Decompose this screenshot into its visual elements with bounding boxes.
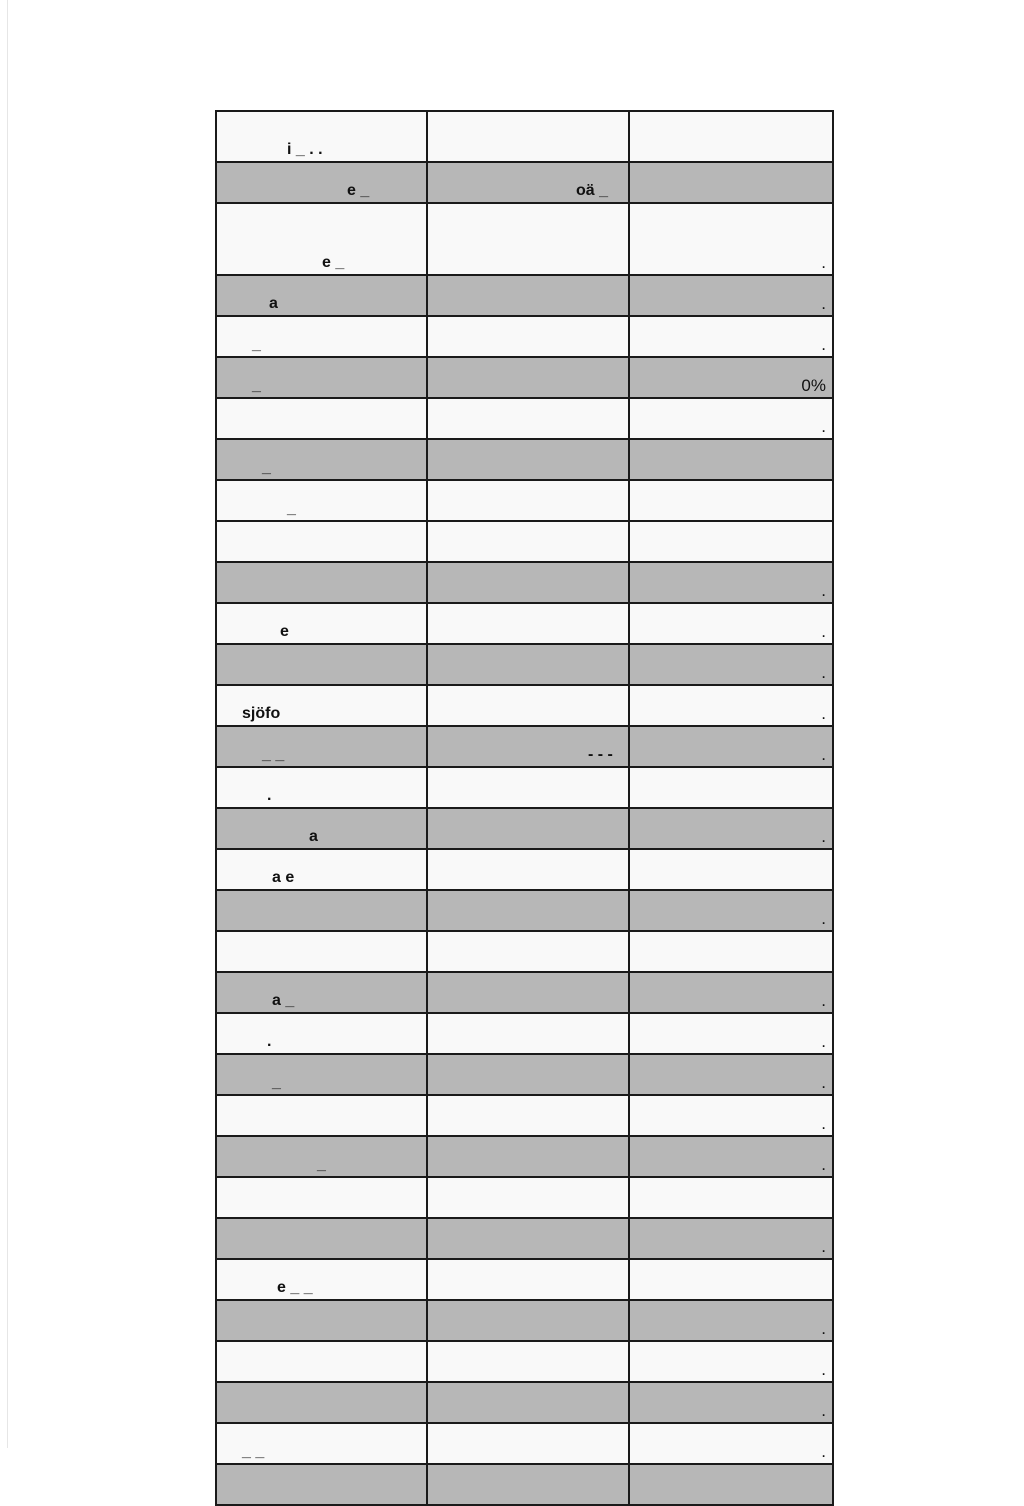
cell-text: .: [821, 1073, 826, 1092]
table-cell-col2: [427, 1218, 629, 1259]
table-cell-col2: [427, 562, 629, 603]
table-cell-col1: [216, 1054, 427, 1095]
cell-text: .: [267, 787, 272, 804]
cell-text: oä _: [576, 182, 609, 199]
cell-text: a e: [272, 869, 295, 886]
table-cell-col1: [216, 890, 427, 931]
cell-text: sjöfo: [242, 705, 281, 722]
cell-text: - - -: [588, 746, 613, 763]
table-row: [216, 890, 833, 931]
cell-text: _: [317, 1156, 326, 1173]
table-cell-col2: [427, 1095, 629, 1136]
table-row: [216, 972, 833, 1013]
table-row: [216, 439, 833, 480]
cell-text: .: [821, 991, 826, 1010]
table-row: [216, 1464, 833, 1505]
table-row: [216, 1013, 833, 1054]
cell-text: .: [821, 1401, 826, 1420]
table-cell-col3: [629, 1013, 833, 1054]
table-row: [216, 275, 833, 316]
table-cell-col3: [629, 203, 833, 275]
table-cell-col3: [629, 767, 833, 808]
cell-text: i _ . .: [287, 141, 323, 158]
cell-text: _: [252, 336, 261, 353]
table-cell-col3: [629, 808, 833, 849]
page-edge-line: [7, 0, 8, 1448]
table-cell-col1: [216, 316, 427, 357]
table-row: [216, 685, 833, 726]
table-cell-col1: [216, 521, 427, 562]
cell-text: e _ _: [277, 1279, 313, 1296]
table-cell-col1: [216, 1218, 427, 1259]
cell-text: _: [262, 459, 271, 476]
table-cell-col3: [629, 1054, 833, 1095]
table-cell-col1: [216, 111, 427, 162]
table-row: [216, 1423, 833, 1464]
table-cell-col2: [427, 644, 629, 685]
table-cell-col1: [216, 1382, 427, 1423]
table-cell-col2: [427, 1300, 629, 1341]
table-cell-col1: [216, 480, 427, 521]
table-row: [216, 1300, 833, 1341]
table-row: [216, 1382, 833, 1423]
table-row: [216, 931, 833, 972]
table-cell-col2: [427, 521, 629, 562]
table-cell-col2: [427, 1423, 629, 1464]
table-cell-col2: [427, 1177, 629, 1218]
table-cell-col1: [216, 726, 427, 767]
cell-text: e _: [347, 182, 370, 199]
cell-text: .: [821, 1360, 826, 1379]
table-row: [216, 1095, 833, 1136]
table-cell-col2: [427, 767, 629, 808]
table-cell-col1: [216, 1013, 427, 1054]
table-row: [216, 111, 833, 162]
table-cell-col3: [629, 1177, 833, 1218]
cell-text: e: [280, 623, 289, 640]
table-cell-col3: [629, 1259, 833, 1300]
table-cell-col3: [629, 1136, 833, 1177]
table-cell-col3: [629, 275, 833, 316]
table-row: [216, 316, 833, 357]
cell-text: _: [272, 1074, 281, 1091]
table-cell-col1: [216, 275, 427, 316]
table-cell-col1: [216, 644, 427, 685]
table-row: [216, 808, 833, 849]
table-cell-col3: [629, 849, 833, 890]
table-cell-col3: [629, 1464, 833, 1505]
cell-text: .: [821, 704, 826, 723]
cell-text: .: [821, 581, 826, 600]
table-cell-col3: [629, 726, 833, 767]
table-cell-col2: [427, 203, 629, 275]
table-cell-col2: [427, 111, 629, 162]
table-row: [216, 1341, 833, 1382]
table-row: [216, 357, 833, 398]
table-cell-col2: [427, 1136, 629, 1177]
data-table: [215, 110, 834, 1506]
cell-text: .: [821, 1155, 826, 1174]
table-cell-col1: [216, 398, 427, 439]
table-row: [216, 1218, 833, 1259]
table-cell-col1: [216, 767, 427, 808]
table-row: [216, 849, 833, 890]
cell-text: 0%: [801, 376, 826, 395]
table-cell-col2: [427, 603, 629, 644]
table-cell-col1: [216, 1341, 427, 1382]
table-cell-col1: [216, 972, 427, 1013]
table-cell-col2: [427, 685, 629, 726]
cell-text: .: [821, 253, 826, 272]
table-cell-col3: [629, 1341, 833, 1382]
cell-text: .: [821, 663, 826, 682]
table-cell-col3: [629, 316, 833, 357]
cell-text: .: [821, 335, 826, 354]
cell-text: a _: [272, 992, 295, 1009]
table-cell-col3: [629, 111, 833, 162]
table-cell-col3: [629, 890, 833, 931]
cell-text: _ _: [242, 1443, 265, 1460]
table-cell-col1: [216, 357, 427, 398]
table-cell-col1: [216, 1259, 427, 1300]
table-row: [216, 521, 833, 562]
cell-text: a: [309, 828, 318, 845]
table-cell-col2: [427, 972, 629, 1013]
table-row: [216, 1136, 833, 1177]
table-cell-col1: [216, 849, 427, 890]
table-row: [216, 1259, 833, 1300]
cell-text: .: [821, 827, 826, 846]
table-row: [216, 398, 833, 439]
table-cell-col3: [629, 1095, 833, 1136]
table-cell-col3: [629, 1423, 833, 1464]
table-cell-col2: [427, 1382, 629, 1423]
scanned-sheet: [215, 110, 832, 1461]
table-cell-col2: [427, 316, 629, 357]
table-cell-col2: [427, 726, 629, 767]
table-row: [216, 1054, 833, 1095]
table-cell-col2: [427, 808, 629, 849]
table-cell-col1: [216, 203, 427, 275]
cell-text: .: [821, 1442, 826, 1461]
cell-text: e _: [322, 254, 345, 271]
table-cell-col3: [629, 603, 833, 644]
table-cell-col3: [629, 685, 833, 726]
table-row: [216, 644, 833, 685]
table-cell-col3: [629, 1300, 833, 1341]
table-cell-col1: [216, 931, 427, 972]
table-cell-col1: [216, 1300, 427, 1341]
table-cell-col1: [216, 1136, 427, 1177]
cell-text: .: [821, 622, 826, 641]
table-cell-col2: [427, 275, 629, 316]
table-cell-col2: [427, 1341, 629, 1382]
cell-text: .: [821, 1237, 826, 1256]
table-row: [216, 162, 833, 203]
cell-text: _ _: [262, 746, 285, 763]
table-row: [216, 726, 833, 767]
table-row: [216, 480, 833, 521]
table-cell-col2: [427, 890, 629, 931]
table-cell-col2: [427, 1259, 629, 1300]
table-row: [216, 562, 833, 603]
table-cell-col2: [427, 1464, 629, 1505]
table-cell-col3: [629, 1382, 833, 1423]
table-cell-col1: [216, 1095, 427, 1136]
cell-text: .: [821, 417, 826, 436]
table-cell-col2: [427, 398, 629, 439]
table-cell-col1: [216, 808, 427, 849]
cell-text: .: [821, 909, 826, 928]
cell-text: _: [252, 377, 261, 394]
table-cell-col1: [216, 603, 427, 644]
cell-text: .: [267, 1033, 272, 1050]
table-cell-col1: [216, 162, 427, 203]
table-cell-col1: [216, 685, 427, 726]
cell-text: .: [821, 1032, 826, 1051]
table-cell-col2: [427, 439, 629, 480]
table-row: [216, 767, 833, 808]
table-cell-col3: [629, 480, 833, 521]
table-cell-col2: [427, 1013, 629, 1054]
table-row: [216, 203, 833, 275]
table-cell-col1: [216, 562, 427, 603]
table-cell-col3: [629, 398, 833, 439]
table-cell-col3: [629, 521, 833, 562]
table-cell-col1: [216, 1464, 427, 1505]
table-cell-col1: [216, 439, 427, 480]
table-cell-col3: [629, 972, 833, 1013]
table-body: [216, 111, 833, 1505]
cell-text: a: [269, 295, 278, 312]
table-cell-col2: [427, 357, 629, 398]
table-cell-col3: [629, 931, 833, 972]
cell-text: _: [287, 500, 296, 517]
cell-text: .: [821, 1114, 826, 1133]
table-cell-col3: [629, 162, 833, 203]
cell-text: .: [821, 294, 826, 313]
table-cell-col2: [427, 849, 629, 890]
cell-text: .: [821, 1319, 826, 1338]
table-cell-col1: [216, 1423, 427, 1464]
table-cell-col2: [427, 931, 629, 972]
table-cell-col2: [427, 162, 629, 203]
table-cell-col3: [629, 357, 833, 398]
table-cell-col2: [427, 1054, 629, 1095]
table-cell-col1: [216, 1177, 427, 1218]
table-cell-col3: [629, 644, 833, 685]
table-cell-col3: [629, 1218, 833, 1259]
table-cell-col3: [629, 562, 833, 603]
table-cell-col2: [427, 480, 629, 521]
table-cell-col3: [629, 439, 833, 480]
table-row: [216, 603, 833, 644]
cell-text: .: [821, 745, 826, 764]
table-row: [216, 1177, 833, 1218]
